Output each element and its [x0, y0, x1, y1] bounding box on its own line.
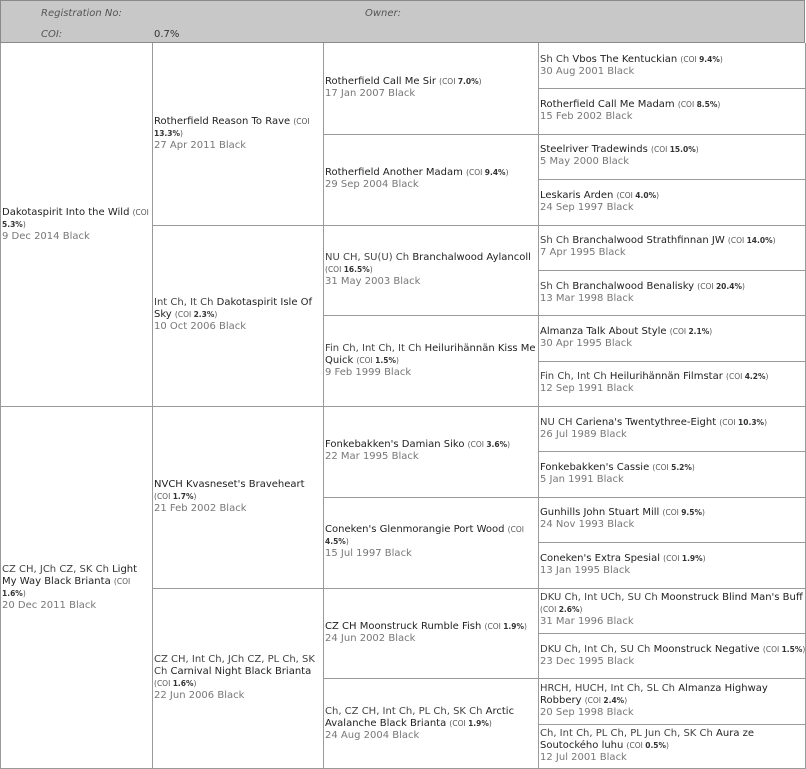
dog-color: Black — [388, 632, 416, 644]
dog-coi: (COI 15.0%) — [651, 145, 699, 155]
pedigree-cell[interactable] — [323, 43, 538, 134]
dog-birth-info — [540, 156, 806, 168]
dog-name-link[interactable]: Branchalwood Strathfinnan JW — [572, 235, 725, 247]
dog-titles: DKU Ch, Int UCh, SU Ch — [540, 592, 661, 604]
dog-coi: (COI 8.5%) — [677, 100, 721, 110]
dog-birth-info — [540, 202, 806, 214]
dog-coi: (COI 9.4%) — [466, 168, 509, 178]
dog-name-link[interactable]: Gunhills John Stuart Mill — [540, 507, 660, 519]
dog-color: Black — [62, 230, 90, 242]
coi-value: 5.3% — [2, 219, 23, 229]
pedigree-cell[interactable] — [323, 134, 538, 225]
dog-name-link[interactable]: Steelriver Tradewinds — [540, 144, 648, 156]
dog-titles: Fin Ch, Int Ch — [540, 371, 610, 383]
dog-coi: (COI 2.3%) — [174, 310, 218, 320]
coi-prefix: COI — [442, 77, 456, 87]
dog-name-link[interactable]: Cariena's Twentythree-Eight — [575, 416, 717, 428]
dog-name[interactable] — [2, 207, 152, 231]
dog-birth-info — [540, 519, 806, 531]
coi-value: 1.7% — [172, 491, 194, 501]
pedigree-cell[interactable] — [323, 678, 538, 769]
coi-prefix: COI — [683, 54, 697, 64]
dog-name[interactable] — [540, 553, 806, 565]
column-divider — [323, 43, 324, 769]
dog-coi: (COI 1.9%) — [449, 718, 492, 728]
dog-birth-date: 22 Mar 1995 — [325, 451, 389, 463]
dog-titles: HRCH, HUCH, Int Ch, SL Ch — [540, 682, 679, 694]
pedigree-cell[interactable] — [0, 406, 152, 769]
dog-birth-date: 27 Apr 2011 — [154, 139, 216, 151]
coi-prefix: COI — [542, 605, 557, 615]
coi-value: 1.9% — [468, 718, 489, 728]
dog-birth-info — [540, 66, 806, 78]
dog-name[interactable] — [540, 592, 806, 616]
dog-color: Black — [391, 451, 419, 463]
dog-birth-date: 31 Mar 1996 — [540, 616, 604, 628]
dog-birth-info — [2, 231, 152, 243]
dog-name[interactable] — [154, 116, 323, 140]
dog-name[interactable] — [325, 706, 538, 730]
dog-name-link[interactable]: NVCH Kvasneset's Braveheart — [154, 478, 305, 490]
pedigree-cell[interactable] — [152, 588, 323, 769]
dog-name[interactable] — [325, 167, 538, 179]
dog-birth-date: 26 Jul 1989 — [540, 428, 597, 440]
coi-prefix: COI — [728, 372, 743, 382]
pedigree-cell[interactable] — [538, 542, 806, 587]
coi-prefix: COI — [359, 355, 373, 365]
coi-value: 2.1% — [688, 326, 710, 336]
coi-value: 9.4% — [484, 168, 506, 178]
dog-birth-date: 10 Oct 2006 — [154, 321, 216, 333]
dog-birth-date: 24 Aug 2004 — [325, 729, 390, 741]
dog-color: Black — [388, 88, 416, 100]
dog-birth-info — [325, 276, 538, 288]
dog-birth-info — [540, 707, 806, 719]
dog-birth-info — [540, 752, 806, 764]
dog-coi: (COI 2.6%) — [540, 605, 583, 615]
dog-color: Black — [599, 428, 627, 440]
coi-value: 8.5% — [696, 100, 718, 110]
registration-label: Registration No: — [41, 8, 122, 19]
dog-color: Black — [602, 156, 630, 168]
dog-birth-info — [540, 616, 806, 628]
dog-birth-date: 20 Sep 1998 — [540, 706, 604, 718]
dog-color: Black — [605, 337, 633, 349]
dog-coi: (COI 4.0%) — [616, 190, 660, 200]
coi-prefix: COI — [619, 190, 633, 200]
dog-color: Black — [606, 616, 634, 628]
dog-color: Black — [217, 690, 245, 702]
dog-color: Black — [69, 599, 97, 611]
dog-coi: (COI 2.1%) — [669, 326, 713, 336]
dog-birth-date: 12 Jul 2001 — [540, 752, 597, 764]
pedigree-cell[interactable] — [538, 451, 806, 496]
dog-name-link[interactable]: Almanza Highway Robbery — [540, 682, 768, 706]
dog-birth-date: 20 Dec 2011 — [2, 599, 66, 611]
pedigree-cell[interactable] — [538, 724, 806, 769]
dog-titles: Sh Ch — [540, 280, 573, 292]
dog-birth-info — [154, 140, 323, 152]
dog-name-link[interactable]: Fonkebakken's Cassie — [540, 462, 650, 474]
dog-name-link[interactable]: Dakotaspirit Isle Of Sky — [154, 297, 313, 321]
column-divider — [152, 43, 153, 769]
coi-value: 9.5% — [681, 508, 703, 518]
dog-birth-date: 17 Jan 2007 — [325, 88, 385, 100]
coi-prefix: COI — [452, 718, 466, 728]
dog-birth-info — [540, 111, 806, 123]
dog-name-link[interactable]: Rotherfield Reason To Rave — [154, 115, 291, 127]
coi-value: 7.0% — [457, 77, 479, 87]
dog-color: Black — [606, 383, 634, 395]
dog-name[interactable] — [325, 343, 538, 367]
dog-color: Black — [606, 201, 634, 213]
dog-birth-date: 24 Jun 2002 — [325, 632, 386, 644]
dog-color: Black — [607, 655, 635, 667]
dog-name[interactable] — [154, 297, 323, 321]
coi-prefix: COI — [156, 491, 171, 501]
coi-prefix: COI — [487, 621, 501, 631]
dog-birth-date: 30 Apr 1995 — [540, 337, 602, 349]
pedigree-cell[interactable] — [538, 88, 806, 133]
coi-value: 16.5% — [343, 264, 370, 274]
coi-value: 13.3% — [154, 128, 181, 138]
dog-name-link[interactable]: Dakotaspirit Into the Wild — [2, 206, 130, 218]
dog-birth-info — [540, 383, 806, 395]
dog-coi: (COI 14.0%) — [727, 236, 776, 246]
pedigree-cell[interactable] — [538, 43, 806, 88]
dog-titles: Sh Ch — [540, 235, 573, 247]
dog-color: Black — [384, 548, 412, 560]
dog-color: Black — [219, 502, 247, 514]
dog-birth-date: 9 Dec 2014 — [2, 230, 60, 242]
dog-color: Black — [219, 321, 247, 333]
pedigree-cell[interactable] — [323, 406, 538, 497]
coi-value: 20.4% — [715, 281, 742, 291]
dog-name[interactable] — [540, 507, 806, 519]
coi-prefix: COI — [629, 741, 643, 751]
dog-coi: (COI 1.5%) — [356, 355, 399, 365]
coi-value: 10.3% — [738, 417, 765, 427]
dog-birth-date: 30 Aug 2001 — [540, 65, 605, 77]
dog-birth-info — [540, 656, 806, 668]
coi-value: 2.3% — [193, 310, 215, 320]
pedigree-cell[interactable] — [323, 588, 538, 679]
dog-name-link[interactable]: Coneken's Extra Spesial — [540, 552, 660, 564]
dog-color: Black — [607, 65, 635, 77]
dog-name-link[interactable]: Leskaris Arden — [540, 189, 614, 201]
coi-prefix: COI — [655, 463, 669, 473]
coi-value: 4.0% — [635, 190, 657, 200]
coi-prefix: COI — [672, 326, 687, 336]
pedigree-cell[interactable] — [152, 225, 323, 407]
dog-coi: (COI 7.0%) — [439, 77, 482, 87]
pedigree-cell[interactable] — [538, 406, 806, 451]
dog-name-link[interactable]: Arctic Avalanche Black Brianta — [325, 705, 515, 729]
coi-value: 0.5% — [645, 741, 667, 751]
coi-value: 14.0% — [746, 236, 773, 246]
dog-name-link[interactable]: Rotherfield Another Madam — [325, 167, 463, 179]
dog-birth-info — [325, 451, 538, 463]
coi-prefix: COI — [156, 679, 171, 689]
pedigree-header — [0, 0, 805, 43]
coi-prefix: COI — [587, 695, 601, 705]
dog-birth-date: 24 Sep 1997 — [540, 201, 604, 213]
dog-titles: Fin Ch, Int Ch, It Ch — [325, 342, 425, 354]
column-divider — [538, 43, 539, 769]
pedigree-cell[interactable] — [152, 43, 323, 225]
dog-color: Black — [598, 247, 626, 259]
dog-name[interactable] — [154, 654, 323, 690]
pedigree-cell[interactable] — [323, 225, 538, 316]
dog-name-link[interactable]: Vbos The Kentuckian — [572, 53, 678, 65]
dog-name[interactable] — [325, 439, 538, 451]
dog-coi: (COI 5.2%) — [652, 463, 695, 473]
dog-name-link[interactable]: Rotherfield Call Me Madam — [540, 99, 675, 111]
coi-value: 15.0% — [669, 145, 696, 155]
dog-color: Black — [607, 519, 635, 531]
pedigree-cell[interactable] — [0, 43, 152, 406]
pedigree-cell[interactable] — [538, 225, 806, 270]
dog-name[interactable] — [325, 252, 538, 276]
dog-name[interactable] — [540, 683, 806, 707]
pedigree-cell[interactable] — [538, 361, 806, 406]
coi-prefix: COI — [470, 440, 484, 450]
dog-birth-date: 9 Feb 1999 — [325, 366, 381, 378]
dog-birth-date: 21 Feb 2002 — [154, 502, 217, 514]
dog-birth-date: 5 May 2000 — [540, 156, 599, 168]
dog-name[interactable] — [540, 417, 806, 429]
coi-label: COI: — [41, 29, 63, 40]
coi-value: 1.5% — [781, 644, 803, 654]
dog-birth-info — [325, 88, 538, 100]
dog-name[interactable] — [325, 524, 538, 548]
dog-titles: CZ CH, Int Ch, JCh CZ, PL Ch, SK Ch — [154, 654, 315, 678]
dog-name[interactable] — [540, 235, 806, 247]
dog-color: Black — [603, 564, 631, 576]
coi-prefix: COI — [653, 145, 668, 155]
dog-coi: (COI 4.2%) — [726, 372, 769, 382]
coi-value: 2.6% — [558, 605, 580, 615]
dog-name[interactable] — [540, 281, 806, 293]
coi-value: 1.6% — [2, 588, 23, 598]
dog-name-link[interactable]: Moonstruck Negative — [653, 643, 760, 655]
coi-value: 4.5% — [325, 537, 346, 547]
dog-titles: Ch, Int Ch, PL Ch, PL Jun Ch, SK Ch — [540, 728, 717, 740]
dog-coi: (COI 2.4%) — [584, 695, 628, 705]
dog-color: Black — [392, 729, 420, 741]
dog-coi: (COI 1.9%) — [484, 621, 527, 631]
dog-name[interactable] — [540, 99, 806, 111]
pedigree-cell[interactable] — [323, 315, 538, 406]
dog-name-link[interactable]: Moonstruck Blind Man's Buff — [660, 592, 803, 604]
dog-coi: (COI 13.3%) — [154, 116, 310, 138]
dog-titles: DKU Ch, Int Ch, SU Ch — [540, 643, 654, 655]
dog-name[interactable] — [540, 644, 806, 656]
dog-birth-info — [325, 179, 538, 191]
dog-birth-date: 22 Jun 2006 — [154, 690, 215, 702]
coi-prefix: COI — [177, 310, 192, 320]
coi-value: 1.9% — [681, 553, 703, 563]
dog-titles: Int Ch, It Ch — [154, 297, 217, 309]
dog-birth-date: 15 Feb 2002 — [540, 111, 603, 123]
coi-prefix: COI — [722, 417, 736, 427]
dog-birth-date: 5 Jan 1991 — [540, 474, 594, 486]
coi-value: 2.4% — [603, 695, 625, 705]
dog-coi: (COI 9.4%) — [680, 54, 723, 64]
dog-name-link[interactable]: Heilurihännän Kiss Me Quick — [325, 342, 536, 366]
coi-value: 1.9% — [503, 621, 525, 631]
dog-color: Black — [596, 474, 624, 486]
dog-birth-date: 31 May 2003 — [325, 275, 391, 287]
dog-color: Black — [393, 275, 421, 287]
dog-name[interactable] — [540, 371, 806, 383]
pedigree-cell[interactable] — [538, 179, 806, 224]
dog-color: Black — [391, 179, 419, 191]
coi-prefix: COI — [116, 576, 131, 586]
dog-color: Black — [606, 292, 634, 304]
dog-titles: Ch, CZ CH, Int Ch, PL Ch, SK Ch — [325, 705, 486, 717]
dog-birth-info — [540, 565, 806, 577]
dog-name-link[interactable]: Aura ze Soutockého luhu — [540, 728, 755, 752]
dog-birth-date: 23 Dec 1995 — [540, 655, 604, 667]
coi-value: 1.5% — [375, 355, 396, 365]
dog-name-link[interactable]: Light My Way Black Brianta — [2, 563, 138, 587]
coi-prefix: COI — [296, 116, 310, 126]
dog-birth-info — [540, 338, 806, 350]
coi-prefix: COI — [469, 168, 483, 178]
dog-coi: (COI 10.3%) — [719, 417, 767, 427]
dog-color: Black — [605, 111, 633, 123]
dog-name[interactable] — [540, 144, 806, 156]
dog-color: Black — [599, 752, 627, 764]
dog-name-link[interactable]: CZ CH Moonstruck Rumble Fish — [325, 620, 482, 632]
dog-name-link[interactable]: Almanza Talk About Style — [540, 325, 667, 337]
dog-birth-info — [540, 429, 806, 441]
dog-coi: (COI 1.7%) — [154, 491, 197, 501]
dog-name-link[interactable]: Fonkebakken's Damian Siko — [325, 439, 465, 451]
coi-value: 1.6% — [172, 679, 194, 689]
dog-titles: NU CH, SU(U) Ch — [325, 251, 413, 263]
coi-value: 4.2% — [744, 372, 766, 382]
coi-prefix: COI — [327, 264, 342, 274]
dog-name-link[interactable]: Branchalwood Benalisky — [572, 280, 695, 292]
dog-coi: (COI 1.9%) — [663, 553, 706, 563]
coi-prefix: COI — [680, 100, 695, 110]
dog-birth-date: 13 Jan 1995 — [540, 564, 600, 576]
dog-name[interactable] — [325, 76, 538, 88]
dog-birth-info — [325, 367, 538, 379]
dog-coi: (COI 4.5%) — [325, 525, 524, 547]
coi-prefix: COI — [730, 236, 745, 246]
dog-name[interactable] — [2, 564, 152, 600]
dog-name-link[interactable]: Carnival Night Black Brianta — [170, 666, 312, 678]
dog-name[interactable] — [154, 479, 323, 503]
dog-name[interactable] — [540, 728, 806, 752]
dog-birth-info — [325, 730, 538, 742]
dog-birth-info — [540, 474, 806, 486]
coi-prefix: COI — [135, 207, 149, 217]
dog-birth-info — [154, 690, 323, 702]
dog-name[interactable] — [540, 462, 806, 474]
pedigree-cell[interactable] — [538, 270, 806, 315]
pedigree-cell[interactable] — [538, 497, 806, 542]
pedigree-cell[interactable] — [538, 134, 806, 179]
coi-prefix: COI — [510, 525, 524, 535]
dog-birth-date: 24 Nov 1993 — [540, 519, 605, 531]
pedigree-cell[interactable] — [538, 633, 806, 678]
dog-titles: Sh Ch — [540, 53, 573, 65]
dog-coi: (COI 16.5%) — [325, 264, 373, 274]
dog-titles: NU CH — [540, 416, 576, 428]
dog-titles: CZ CH, JCh CZ, SK Ch — [2, 563, 113, 575]
coi-value: 5.2% — [671, 463, 692, 473]
dog-birth-date: 7 Apr 1995 — [540, 247, 596, 259]
dog-birth-info — [154, 321, 323, 333]
dog-coi: (COI 5.3%) — [2, 207, 149, 229]
dog-birth-date: 15 Jul 1997 — [325, 548, 382, 560]
coi-prefix: COI — [700, 281, 714, 291]
dog-name[interactable] — [325, 621, 538, 633]
dog-name[interactable] — [540, 326, 806, 338]
coi-prefix: COI — [665, 508, 679, 518]
dog-name-link[interactable]: Branchalwood Aylancoll — [412, 251, 531, 263]
dog-birth-date: 13 Mar 1998 — [540, 292, 604, 304]
outer-border-left — [0, 43, 1, 769]
dog-name-link[interactable]: Coneken's Glenmorangie Port Wood — [325, 524, 505, 536]
pedigree-cell[interactable] — [152, 406, 323, 588]
dog-color: Black — [219, 139, 247, 151]
pedigree-cell[interactable] — [538, 678, 806, 723]
dog-birth-info — [154, 503, 323, 515]
pedigree-cell[interactable] — [538, 315, 806, 360]
coi-value: 9.4% — [699, 54, 720, 64]
owner-label: Owner: — [365, 8, 402, 19]
dog-color: Black — [606, 706, 634, 718]
coi-value: 3.6% — [486, 440, 508, 450]
dog-birth-info — [325, 633, 538, 645]
dog-name-link[interactable]: Heilurihännän Filmstar — [609, 371, 723, 383]
dog-birth-info — [540, 247, 806, 259]
dog-birth-info — [325, 548, 538, 560]
coi-prefix: COI — [666, 553, 680, 563]
dog-birth-date: 29 Sep 2004 — [325, 179, 389, 191]
dog-birth-date: 12 Sep 1991 — [540, 383, 604, 395]
dog-name-link[interactable]: Rotherfield Call Me Sir — [325, 76, 436, 88]
pedigree-cell[interactable] — [323, 497, 538, 588]
dog-birth-info — [540, 293, 806, 305]
coi-prefix: COI — [765, 644, 780, 654]
dog-coi: (COI 3.6%) — [467, 440, 511, 450]
coi-value: 0.7% — [154, 29, 180, 40]
dog-birth-info — [2, 600, 152, 612]
dog-name[interactable] — [540, 54, 806, 66]
dog-coi: (COI 0.5%) — [626, 741, 669, 751]
pedigree-cell[interactable] — [538, 588, 806, 633]
dog-coi: (COI 1.5%) — [762, 644, 806, 654]
dog-coi: (COI 9.5%) — [662, 508, 705, 518]
dog-color: Black — [384, 366, 412, 378]
dog-coi: (COI 1.6%) — [2, 576, 131, 598]
dog-name[interactable] — [540, 190, 806, 202]
dog-coi: (COI 20.4%) — [697, 281, 745, 291]
dog-coi: (COI 1.6%) — [154, 679, 197, 689]
